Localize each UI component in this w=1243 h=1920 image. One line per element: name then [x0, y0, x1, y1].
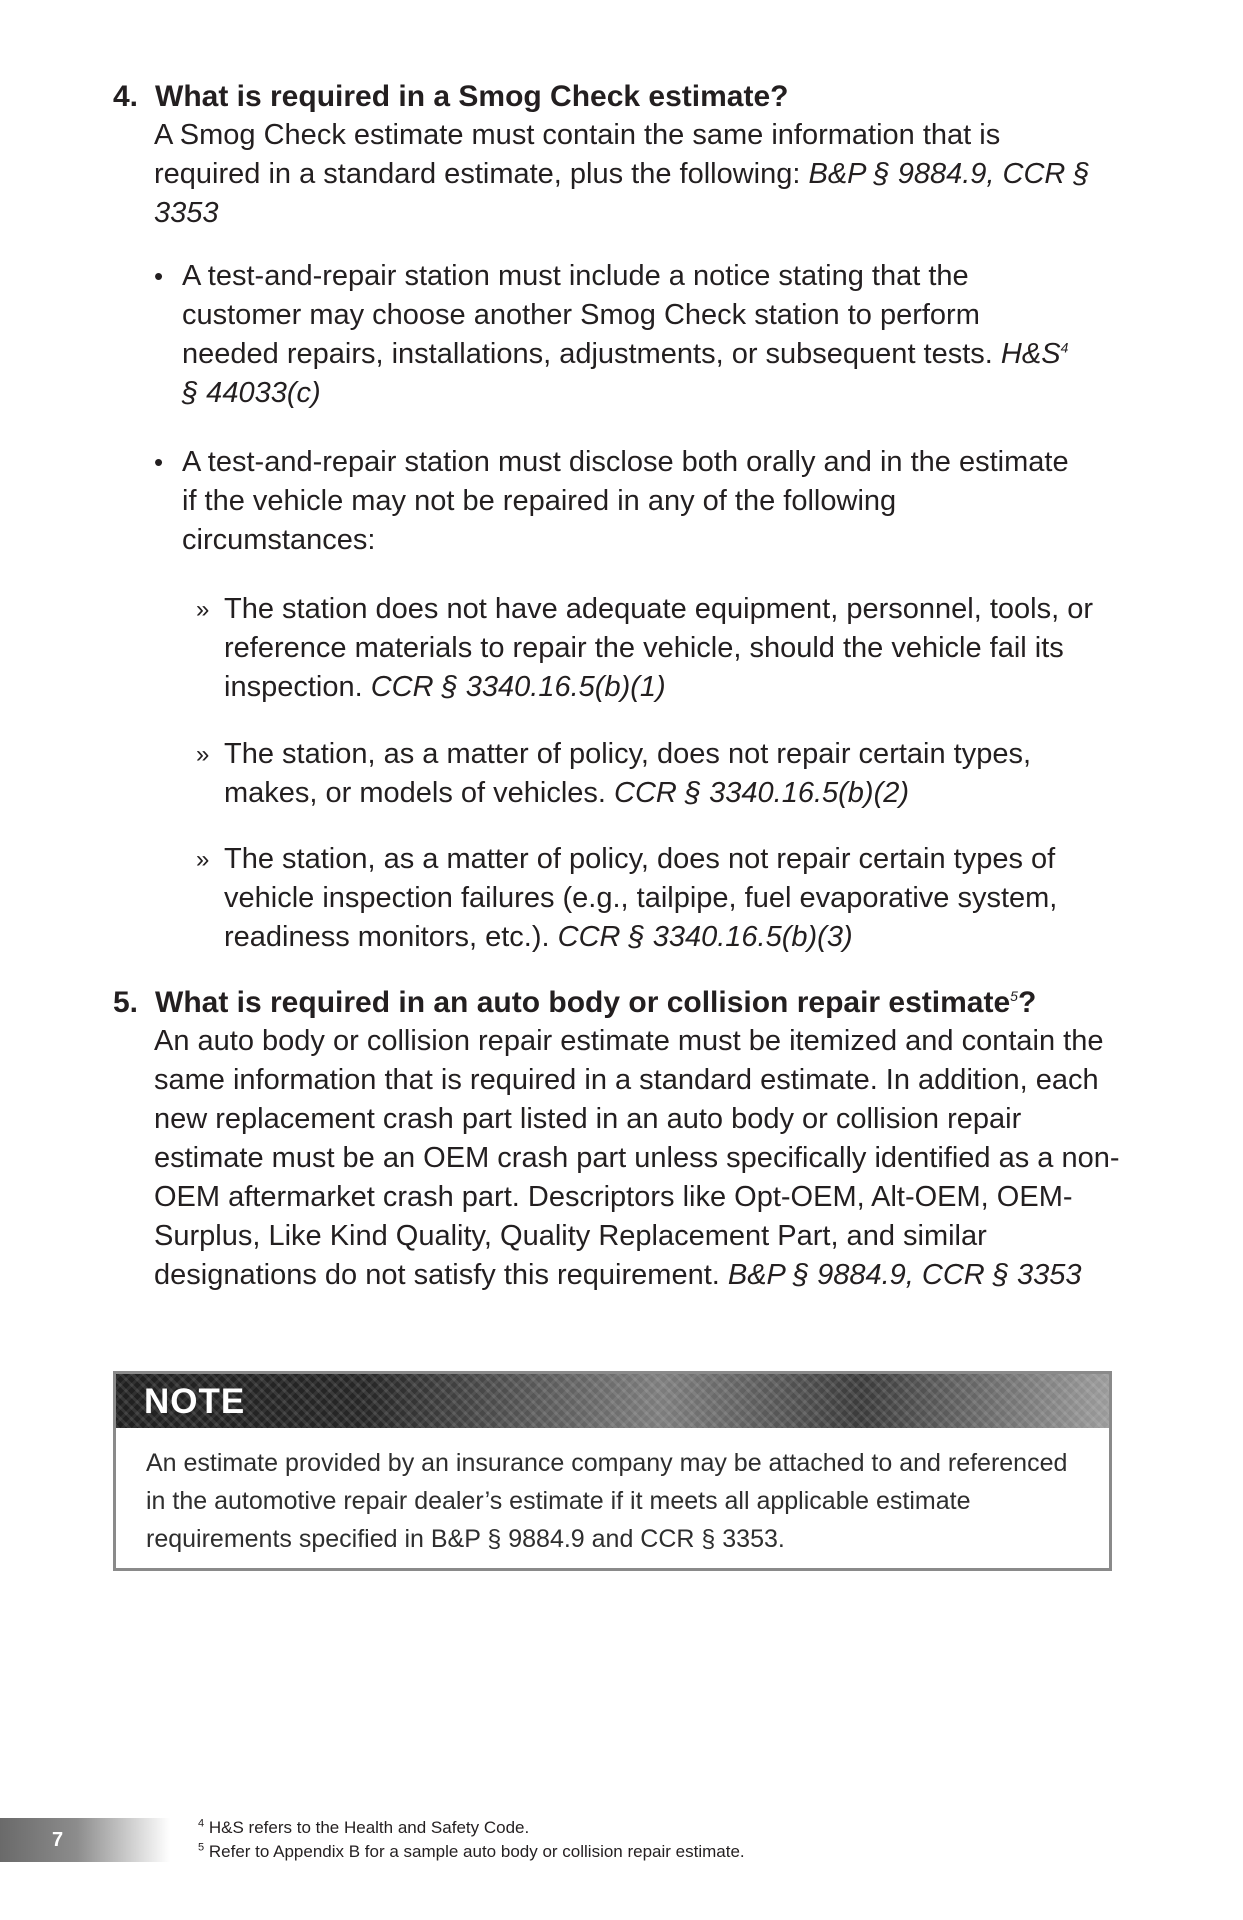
citation: B&P § 9884.9, CCR § 3353 — [154, 158, 1090, 229]
note-header — [116, 1374, 1109, 1428]
citation: CCR § 3340.16.5(b)(1) — [370, 671, 666, 703]
footnote-ref: 4 — [1060, 339, 1069, 356]
question-5-heading: 5. What is required in an auto body or collision repair estimate$^5$? — [113, 984, 1036, 1022]
footnote-ref: 5 — [1010, 988, 1018, 1004]
bullet-item: A test-and-repair station must include a notice stating that the customer may choose another Smog Check station to perform needed repairs, installations, adjustments, or subsequent tests. $H\&S^4$ § 44033(c) — [182, 260, 1069, 409]
sub-item: The station does not have adequate equipment, personnel, tools, or reference materials to repair the vehicle, should the vehicle fail its inspection. CCR § 3340.16.5(b)(1) — [224, 593, 1093, 703]
footnote: $^4$ H&S refers to the Health and Safety Code. — [198, 1817, 530, 1837]
question-number: 5. — [113, 986, 139, 1019]
note-box — [113, 1371, 1112, 1571]
note-title: NOTE — [144, 1382, 246, 1421]
bullet-icon: • — [154, 447, 164, 477]
footnote-mark: 4 — [198, 1817, 205, 1830]
chevron-icon: » — [196, 596, 210, 623]
footnote-mark: 5 — [198, 1841, 205, 1854]
citation: B&P § 9884.9, CCR § 3353 — [727, 1259, 1082, 1291]
bullet-item: A test-and-repair station must disclose both orally and in the estimate if the vehicle may not be repaired in any of the following circumstances: — [182, 446, 1069, 556]
note-body: An estimate provided by an insurance company may be attached to and referenced in the automotive repair dealer’s estimate if it meets all applicable estimate requirements specified in B&P § 9884.9 and CCR § 3353. — [146, 1449, 1068, 1553]
citation: $H\&S^4$ § 44033(c) — [182, 338, 1069, 409]
sub-item: The station, as a matter of policy, does not repair certain types of vehicle inspection failures (e.g., tailpipe, fuel evaporative system, readiness monitors, etc.). CCR § 3340.16.5(b)(3) — [224, 843, 1058, 953]
chevron-icon: » — [196, 846, 210, 873]
page-number-tab — [0, 1818, 170, 1862]
sub-item: The station, as a matter of policy, does not repair certain types, makes, or models of vehicles. CCR § 3340.16.5(b)(2) — [224, 738, 1032, 809]
question-text: What is required in a Smog Check estimate? — [155, 80, 789, 113]
citation: CCR § 3340.16.5(b)(3) — [557, 921, 853, 953]
footnote: $^5$ Refer to Appendix B for a sample auto body or collision repair estimate. — [198, 1841, 745, 1861]
question-number: 4. — [113, 80, 139, 113]
chevron-icon: » — [196, 741, 210, 768]
citation: CCR § 3340.16.5(b)(2) — [614, 777, 910, 809]
question-4-heading — [113, 78, 789, 116]
page-number: 7 — [52, 1829, 64, 1851]
question-4-intro: A Smog Check estimate must contain the same information that is required in a standard estimate, plus the following: B&P § 9884.9, CCR § 3353 — [154, 119, 1090, 229]
question-5-body: An auto body or collision repair estimate must be itemized and contain the same information that is required in a standard estimate. In addition, each new replacement crash part listed in an auto body or collision repair estimate must be an OEM crash part unless specifically identified as a non-OEM aftermarket crash part. Descriptors like Opt-OEM, Alt-OEM, OEM-Surplus, Like Kind Quality, Quality Replacement Part, and similar designations do not satisfy this requirement. B&P § 9884.9, CCR § 3353 — [154, 1025, 1120, 1291]
bullet-icon: • — [154, 261, 164, 291]
question-text: What is required in an auto body or collision repair estimate — [155, 986, 1011, 1019]
